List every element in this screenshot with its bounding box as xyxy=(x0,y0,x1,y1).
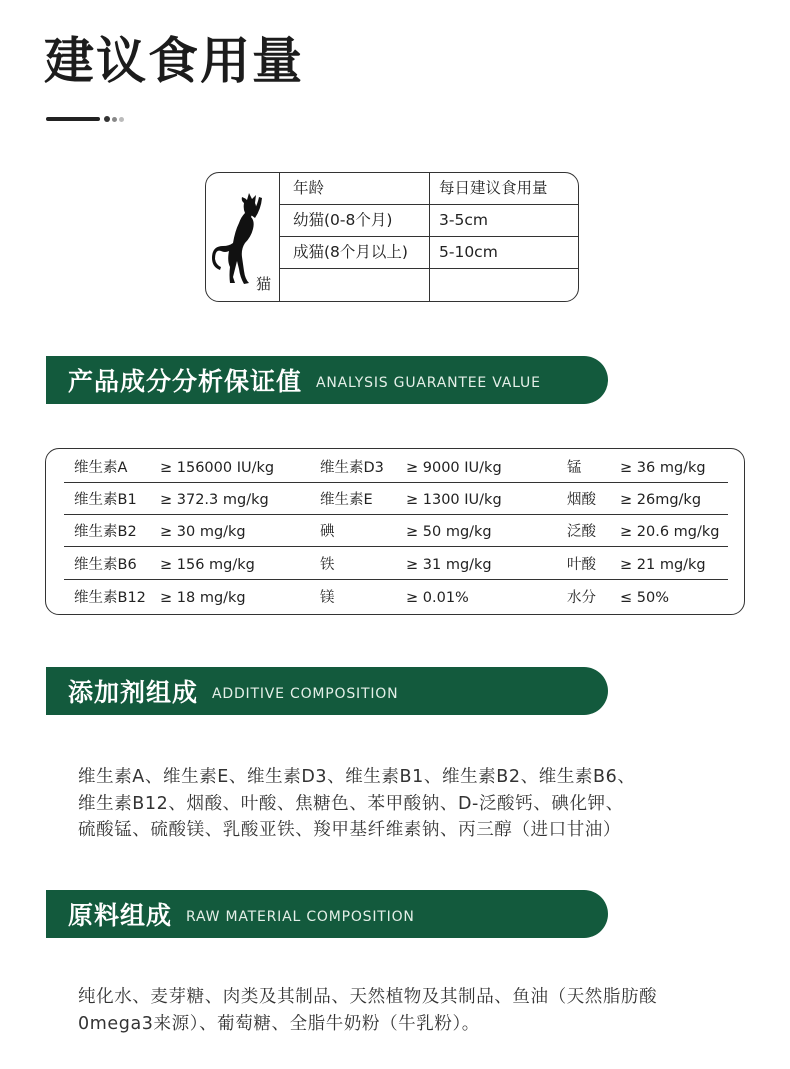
nutrient-name: 水分 xyxy=(567,590,596,606)
animal-cell xyxy=(206,173,280,301)
raw-material-text xyxy=(78,984,657,1037)
nutrient-value: ≥ 9000 IU/kg xyxy=(406,460,502,476)
section-banner-additives xyxy=(46,667,608,715)
nutrient-value: ≥ 26mg/kg xyxy=(620,492,702,508)
nutrient-name: 泛酸 xyxy=(567,524,596,540)
empty-cell xyxy=(279,269,430,302)
animal-label: 猫 xyxy=(256,275,272,293)
table-row xyxy=(64,451,728,483)
nutrient-name: 维生素B12 xyxy=(74,590,146,606)
text-line: 硫酸锰、硫酸镁、乳酸亚铁、羧甲基纤维素钠、丙三醇（进口甘油） xyxy=(78,820,621,840)
section-title-en: ANALYSIS GUARANTEE VALUE xyxy=(316,375,541,391)
nutrient-value: ≥ 0.01% xyxy=(406,590,469,606)
nutrient-value: ≥ 156 mg/kg xyxy=(160,557,255,573)
age-cell: 成猫(8个月以上) xyxy=(279,237,430,268)
text-line: 维生素B12、烟酸、叶酸、焦糖色、苯甲酸钠、D-泛酸钙、碘化钾、 xyxy=(78,793,624,814)
section-title-en: RAW MATERIAL COMPOSITION xyxy=(186,909,415,925)
nutrient-name: 烟酸 xyxy=(567,492,596,508)
text-line: 纯化水、麦芽糖、肉类及其制品、天然植物及其制品、鱼油（天然脂肪酸 xyxy=(78,987,658,1007)
nutrient-value: ≥ 21 mg/kg xyxy=(620,557,706,573)
nutrient-value: ≥ 372.3 mg/kg xyxy=(160,492,269,508)
nutrient-name: 维生素D3 xyxy=(320,460,384,476)
nutrient-value: ≥ 31 mg/kg xyxy=(406,557,492,573)
nutrient-name: 叶酸 xyxy=(567,557,596,573)
nutrient-value: ≥ 36 mg/kg xyxy=(620,460,706,476)
nutrient-value: ≥ 50 mg/kg xyxy=(406,524,492,540)
analysis-table xyxy=(45,448,745,615)
table-row xyxy=(64,483,728,515)
header-daily-amount: 每日建议食用量 xyxy=(439,179,548,197)
page-title: 建议食用量 xyxy=(44,32,304,90)
text-line: 0mega3来源）、葡萄糖、全脂牛奶粉（牛乳粉）。 xyxy=(78,1013,480,1034)
nutrient-name: 碘 xyxy=(320,524,335,540)
table-row xyxy=(64,581,728,613)
section-banner-analysis xyxy=(46,356,608,404)
nutrient-value: ≥ 20.6 mg/kg xyxy=(620,524,720,540)
table-row xyxy=(279,237,578,269)
nutrient-name: 维生素E xyxy=(320,492,373,508)
nutrient-name: 镁 xyxy=(320,590,335,606)
nutrient-value: ≥ 30 mg/kg xyxy=(160,524,246,540)
table-row xyxy=(279,205,578,237)
section-banner-raw-material xyxy=(46,890,608,938)
table-header-row xyxy=(279,173,578,205)
section-title-zh: 产品成分分析保证值 xyxy=(68,367,303,396)
table-row xyxy=(64,515,728,547)
nutrient-name: 铁 xyxy=(320,557,335,573)
section-title-zh: 添加剂组成 xyxy=(68,678,199,707)
feeding-table xyxy=(205,172,579,302)
text-line: 维生素A、维生素E、维生素D3、维生素B1、维生素B2、维生素B6、 xyxy=(78,767,636,787)
section-title-en: ADDITIVE COMPOSITION xyxy=(212,686,399,702)
nutrient-name: 维生素A xyxy=(74,460,128,476)
header-age: 年龄 xyxy=(279,173,430,204)
table-row-empty xyxy=(279,269,578,302)
title-underline-decoration xyxy=(46,115,146,123)
amount-cell: 3-5cm xyxy=(439,211,488,229)
amount-cell: 5-10cm xyxy=(439,243,498,261)
nutrient-value: ≥ 1300 IU/kg xyxy=(406,492,502,508)
additives-text xyxy=(78,764,635,844)
section-title-zh: 原料组成 xyxy=(68,901,173,930)
nutrient-name: 维生素B6 xyxy=(74,557,137,573)
nutrient-name: 锰 xyxy=(567,460,582,476)
nutrient-value: ≥ 156000 IU/kg xyxy=(160,460,275,476)
age-cell: 幼猫(0-8个月) xyxy=(279,205,430,236)
nutrient-value: ≥ 18 mg/kg xyxy=(160,590,246,606)
empty-cell xyxy=(430,269,578,302)
nutrient-name: 维生素B1 xyxy=(74,492,137,508)
nutrient-name: 维生素B2 xyxy=(74,524,137,540)
nutrient-value: ≤ 50% xyxy=(620,590,669,606)
table-row xyxy=(64,548,728,580)
